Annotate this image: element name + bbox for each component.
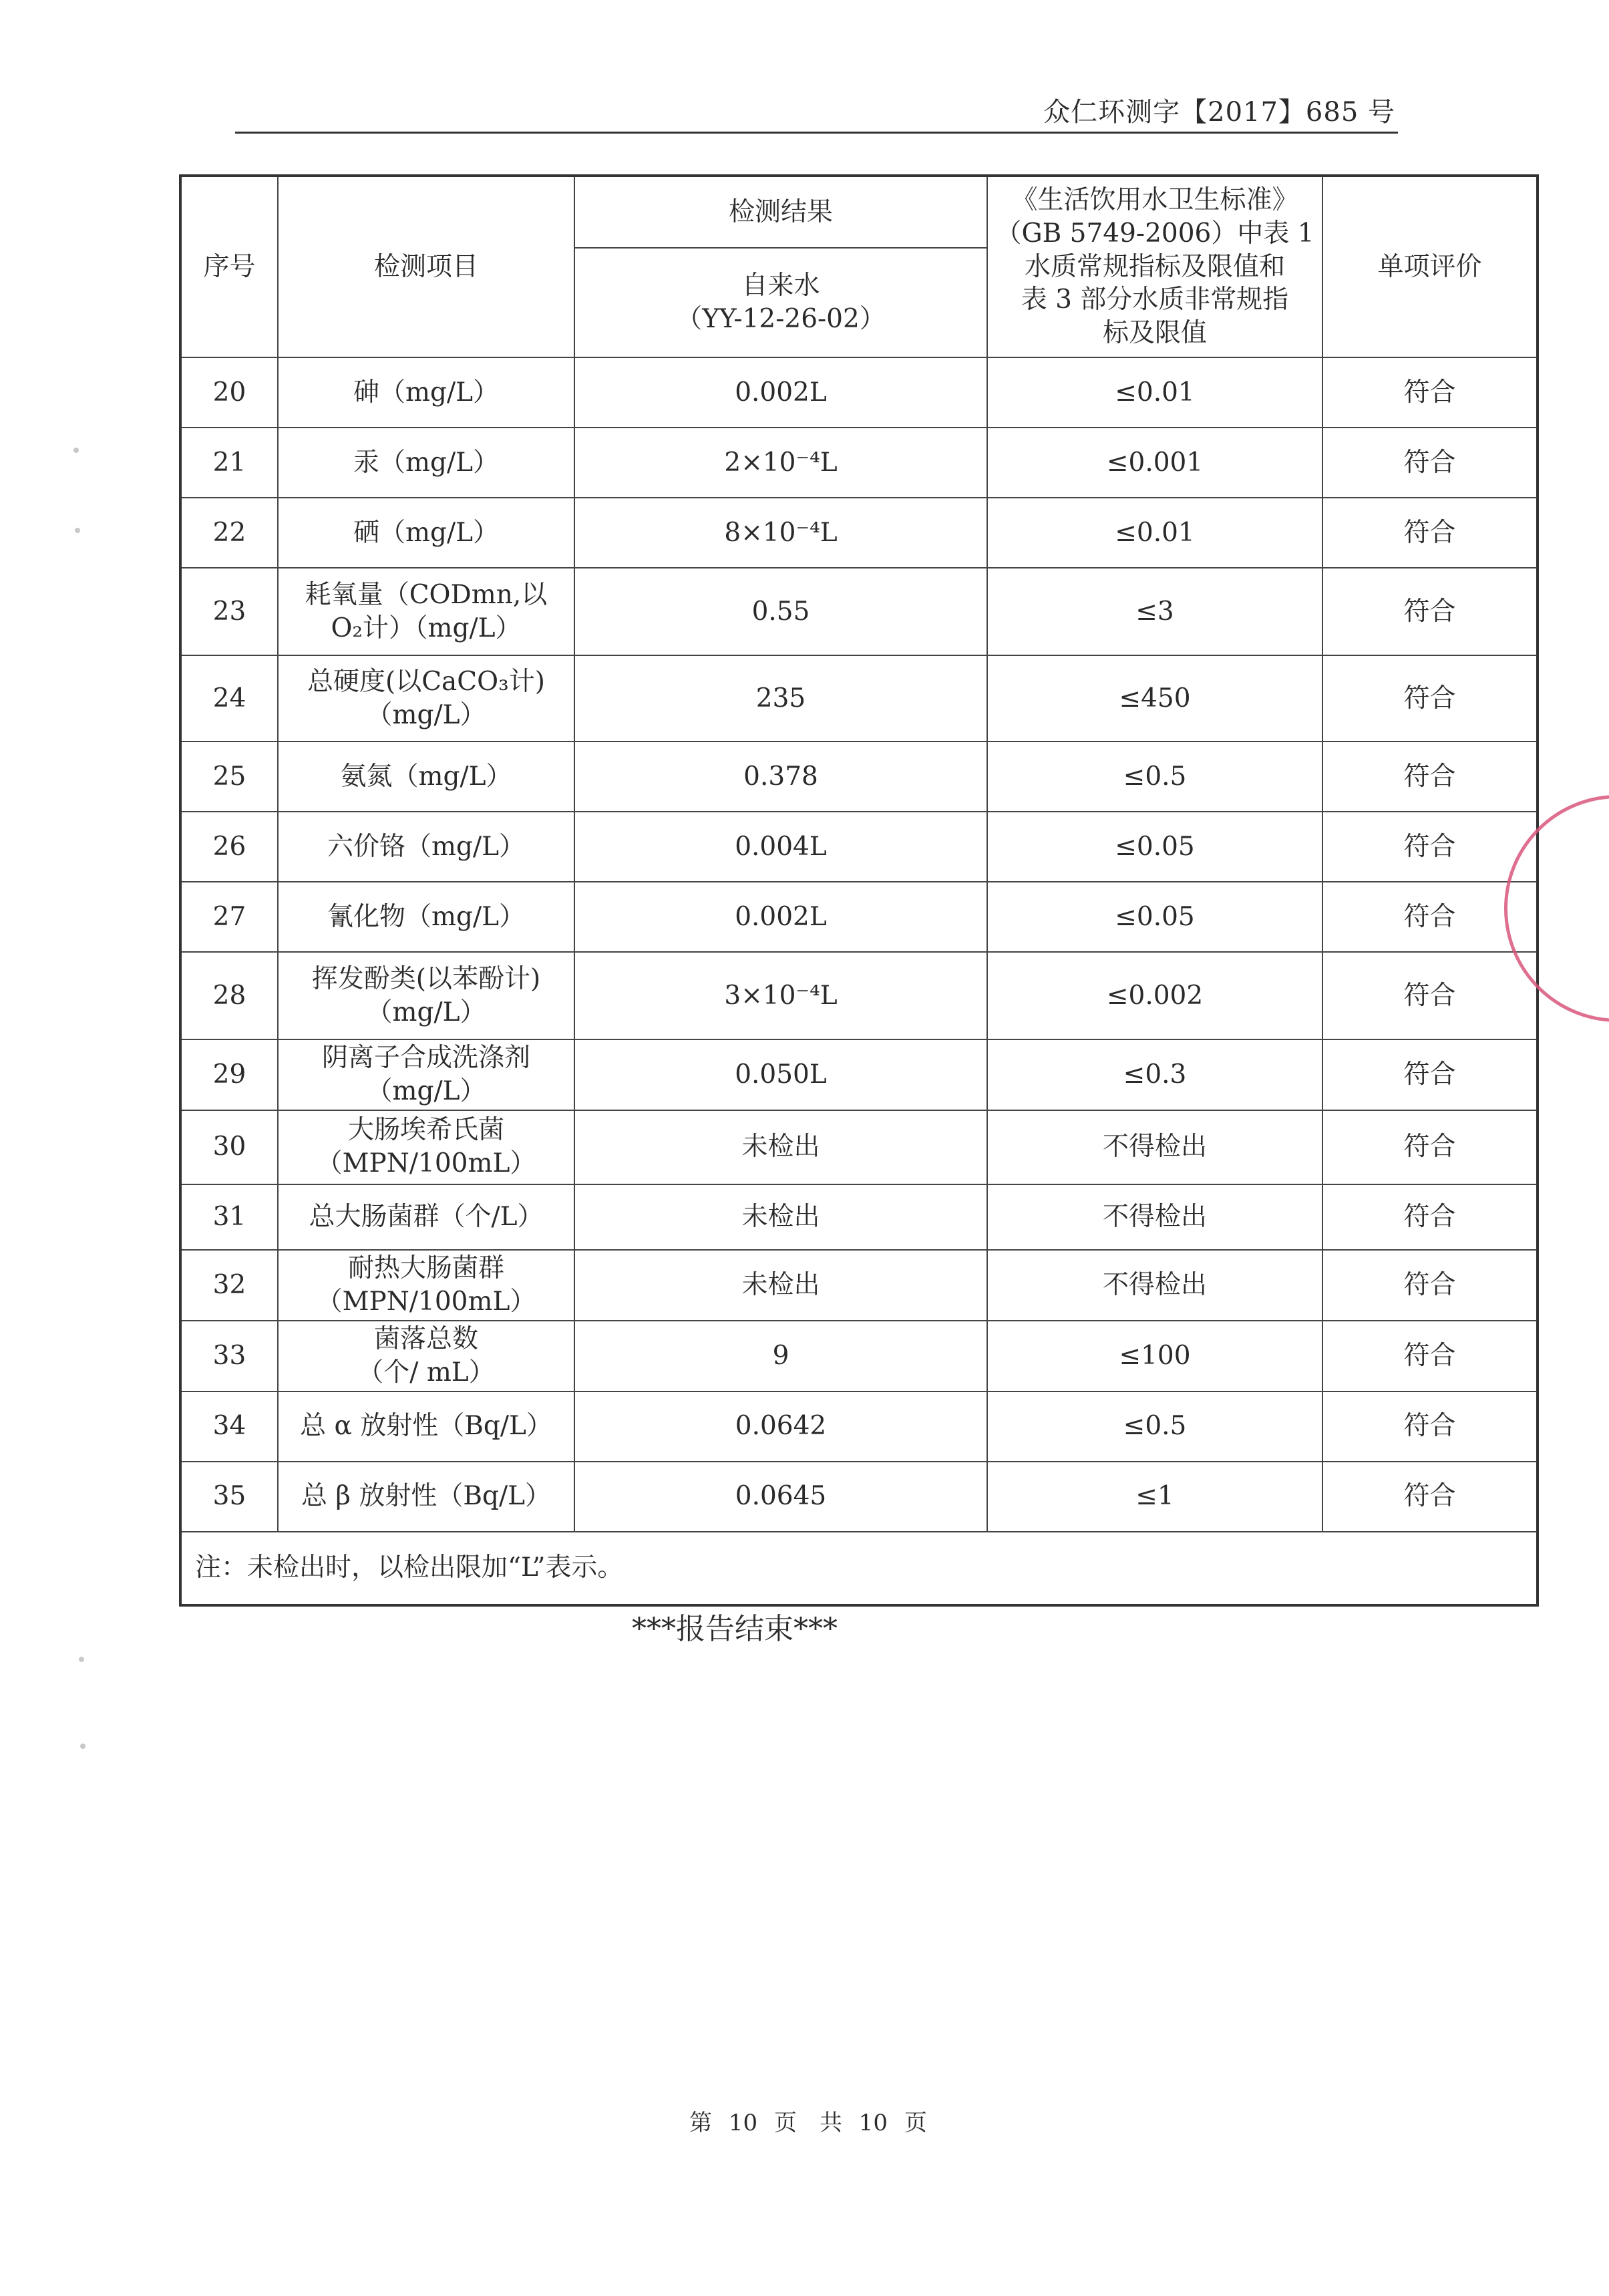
row-item-line: 总 α 放射性（Bq/L） [300, 1411, 552, 1442]
row-index: 22 [180, 498, 278, 568]
header-result-group: 检测结果 [574, 176, 987, 248]
header-standard-line: 标及限值 [1102, 318, 1207, 349]
page-number: 第 10 页 共 10 页 [689, 2110, 927, 2136]
results-table [179, 174, 1539, 1607]
scan-speck [75, 528, 80, 533]
row-item-line: 总 β 放射性（Bq/L） [301, 1481, 551, 1512]
row-result: 9 [574, 1321, 987, 1391]
row-result: 0.004L [574, 812, 987, 882]
row-limit: 不得检出 [987, 1250, 1322, 1321]
row-evaluation: 符合 [1322, 1250, 1538, 1321]
table-row [180, 1321, 1538, 1391]
row-item-line: 大肠埃希氏菌 [347, 1115, 504, 1146]
table-row [180, 1462, 1538, 1532]
row-index: 33 [180, 1321, 278, 1391]
row-result: 未检出 [574, 1250, 987, 1321]
row-evaluation: 符合 [1322, 1391, 1538, 1462]
row-result: 0.378 [574, 742, 987, 812]
row-limit: ≤1 [987, 1462, 1322, 1532]
row-limit: ≤0.01 [987, 357, 1322, 428]
header-standard [987, 176, 1322, 357]
table-row [180, 655, 1538, 742]
row-result: 未检出 [574, 1110, 987, 1184]
header-item: 检测项目 [278, 176, 574, 357]
table-row [180, 1391, 1538, 1462]
row-result: 3×10⁻⁴L [574, 952, 987, 1039]
row-item-line: 硒（mg/L） [353, 517, 499, 548]
row-result: 0.002L [574, 357, 987, 428]
row-item [278, 1391, 574, 1462]
row-item [278, 1250, 574, 1321]
row-evaluation: 符合 [1322, 428, 1538, 498]
row-item-line: 氰化物（mg/L） [327, 901, 525, 932]
table-row [180, 882, 1538, 952]
row-item-line: （MPN/100mL） [316, 1148, 536, 1179]
row-index: 30 [180, 1110, 278, 1184]
row-limit: ≤0.5 [987, 742, 1322, 812]
row-item-line: 菌落总数 [373, 1323, 478, 1354]
header-standard-line: 《生活饮用水卫生标准》 [1011, 184, 1298, 215]
table-note: 注：未检出时，以检出限加“L”表示。 [180, 1532, 1538, 1605]
row-evaluation: 符合 [1322, 952, 1538, 1039]
table-note-row [180, 1532, 1538, 1605]
row-item-line: （mg/L） [366, 1076, 486, 1106]
header-evaluation: 单项评价 [1322, 176, 1538, 357]
table-row [180, 498, 1538, 568]
row-index: 26 [180, 812, 278, 882]
table-row [180, 1250, 1538, 1321]
scan-speck [79, 1657, 84, 1662]
row-index: 31 [180, 1184, 278, 1250]
row-evaluation: 符合 [1322, 655, 1538, 742]
row-index: 21 [180, 428, 278, 498]
row-limit: ≤0.5 [987, 1391, 1322, 1462]
row-result: 0.002L [574, 882, 987, 952]
row-limit: ≤0.01 [987, 498, 1322, 568]
row-evaluation: 符合 [1322, 498, 1538, 568]
row-item [278, 1110, 574, 1184]
row-item-line: 阴离子合成洗涤剂 [321, 1043, 530, 1073]
report-end-mark: ***报告结束*** [632, 1612, 838, 1646]
table-row [180, 952, 1538, 1039]
header-index: 序号 [180, 176, 278, 357]
row-item [278, 498, 574, 568]
table-row [180, 1110, 1538, 1184]
row-index: 28 [180, 952, 278, 1039]
row-item-line: （MPN/100mL） [316, 1286, 536, 1317]
table-row [180, 742, 1538, 812]
row-item-line: 汞（mg/L） [353, 447, 499, 478]
row-evaluation: 符合 [1322, 812, 1538, 882]
table-row [180, 812, 1538, 882]
row-item-line: 耗氧量（CODmn,以 [305, 579, 548, 610]
row-index: 35 [180, 1462, 278, 1532]
row-limit: 不得检出 [987, 1110, 1322, 1184]
row-item [278, 742, 574, 812]
row-index: 29 [180, 1039, 278, 1110]
row-item-line: （mg/L） [366, 997, 486, 1027]
row-limit: ≤0.3 [987, 1039, 1322, 1110]
row-item-line: （mg/L） [366, 699, 486, 730]
table-row [180, 428, 1538, 498]
row-item-line: 挥发酚类(以苯酚计) [311, 963, 541, 994]
results-table-body [180, 176, 1538, 1605]
row-result: 0.050L [574, 1039, 987, 1110]
row-result: 2×10⁻⁴L [574, 428, 987, 498]
row-result: 0.0645 [574, 1462, 987, 1532]
row-index: 27 [180, 882, 278, 952]
row-evaluation: 符合 [1322, 357, 1538, 428]
row-limit: 不得检出 [987, 1184, 1322, 1250]
row-item-line: O₂计）（mg/L） [331, 613, 522, 643]
row-result: 235 [574, 655, 987, 742]
row-index: 25 [180, 742, 278, 812]
row-item-line: 砷（mg/L） [353, 377, 499, 407]
row-index: 20 [180, 357, 278, 428]
row-item [278, 1184, 574, 1250]
sample-name: 自来水 [741, 271, 820, 301]
row-result: 8×10⁻⁴L [574, 498, 987, 568]
row-item-line: 总硬度(以CaCO₃计) [307, 666, 545, 697]
report-number: 众仁环测字【2017】685 号 [1043, 97, 1395, 128]
header-sample [574, 248, 987, 357]
row-evaluation: 符合 [1322, 742, 1538, 812]
row-evaluation: 符合 [1322, 1321, 1538, 1391]
sample-code: （YY-12-26-02） [676, 304, 886, 334]
row-item [278, 1462, 574, 1532]
row-result: 0.55 [574, 568, 987, 655]
row-index: 23 [180, 568, 278, 655]
row-item [278, 568, 574, 655]
row-item-line: 六价铬（mg/L） [327, 831, 525, 862]
row-index: 32 [180, 1250, 278, 1321]
row-item-line: 氨氮（mg/L） [340, 761, 512, 792]
row-limit: ≤100 [987, 1321, 1322, 1391]
row-limit: ≤0.001 [987, 428, 1322, 498]
table-row [180, 357, 1538, 428]
row-result: 0.0642 [574, 1391, 987, 1462]
row-evaluation: 符合 [1322, 1462, 1538, 1532]
row-limit: ≤450 [987, 655, 1322, 742]
row-limit: ≤0.05 [987, 882, 1322, 952]
table-header-row [180, 176, 1538, 248]
row-evaluation: 符合 [1322, 1039, 1538, 1110]
row-result: 未检出 [574, 1184, 987, 1250]
row-item [278, 1321, 574, 1391]
table-row [180, 1184, 1538, 1250]
row-index: 24 [180, 655, 278, 742]
row-limit: ≤0.05 [987, 812, 1322, 882]
row-item [278, 428, 574, 498]
row-item-line: 总大肠菌群（个/L） [309, 1201, 544, 1232]
header-standard-line: （GB 5749-2006）中表 1 [995, 218, 1314, 249]
row-item-line: 耐热大肠菌群 [347, 1253, 504, 1283]
row-evaluation: 符合 [1322, 1184, 1538, 1250]
header-standard-line: 表 3 部分水质非常规指 [1021, 285, 1289, 315]
row-evaluation: 符合 [1322, 882, 1538, 952]
row-item [278, 1039, 574, 1110]
row-item [278, 357, 574, 428]
table-row [180, 568, 1538, 655]
header-standard-line: 水质常规指标及限值和 [1024, 251, 1285, 282]
row-evaluation: 符合 [1322, 568, 1538, 655]
row-limit: ≤3 [987, 568, 1322, 655]
row-item [278, 952, 574, 1039]
row-item [278, 812, 574, 882]
header-divider [235, 132, 1398, 134]
table-row [180, 1039, 1538, 1110]
row-limit: ≤0.002 [987, 952, 1322, 1039]
scan-speck [73, 448, 79, 453]
row-index: 34 [180, 1391, 278, 1462]
row-evaluation: 符合 [1322, 1110, 1538, 1184]
row-item-line: （个/ mL） [357, 1357, 495, 1387]
row-item [278, 882, 574, 952]
row-item [278, 655, 574, 742]
scan-speck [80, 1744, 85, 1749]
